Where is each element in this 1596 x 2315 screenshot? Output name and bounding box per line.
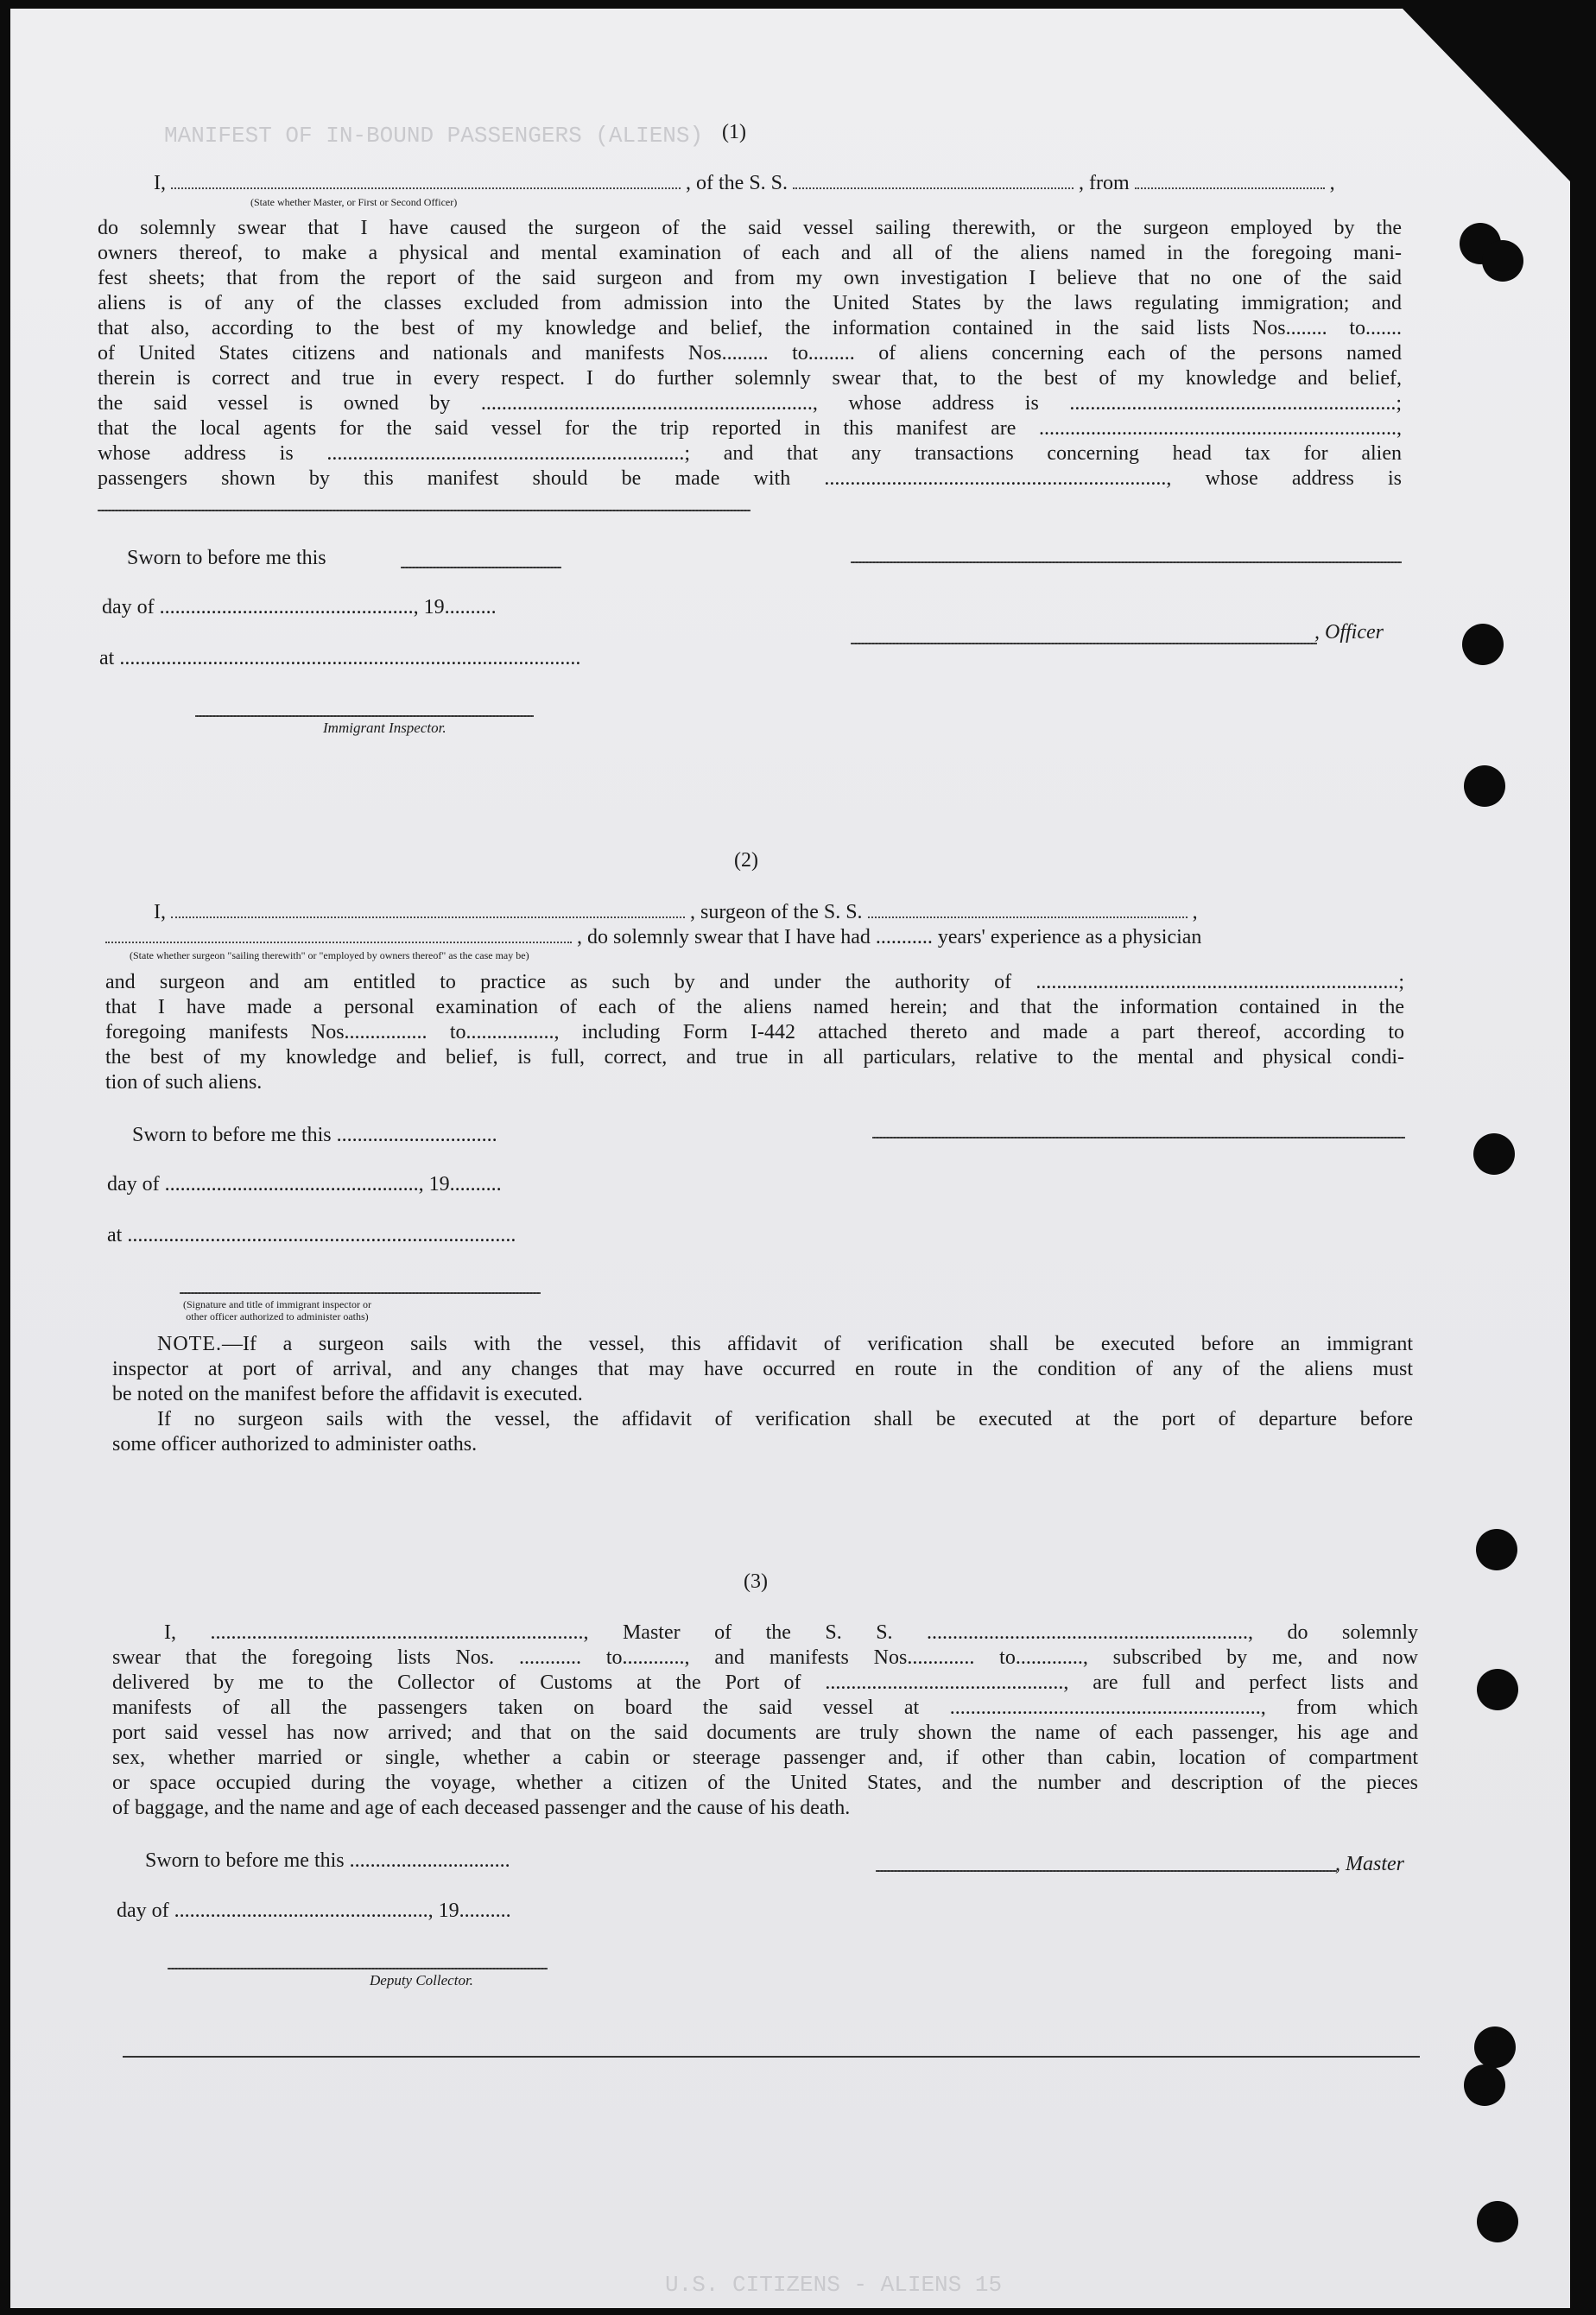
text-line: owners thereof, to make a physical and mental examination of each and all of the aliens named in the foregoing mani- [98,242,1402,264]
binder-hole [1473,1133,1515,1175]
day-of-1: day of ................................................., 19.......... [102,596,497,618]
text-line: sex, whether married or single, whether a cabin or steerage passenger and, if other than cabin, location of compartment [112,1747,1418,1769]
section-3-heading: (3) [744,1570,768,1593]
officer-caption: (State whether Master, or First or Second Officer) [250,196,458,208]
text-line: of baggage, and the name and age of each deceased passenger and the cause of his death. [112,1797,851,1819]
master-signature-field[interactable] [876,1870,1337,1872]
text-line: tion of such aliens. [105,1071,263,1094]
surgeon-caption: (State whether surgeon "sailing therewith" or "employed by owners thereof" as the case may be) [130,949,529,961]
text-line: the best of my knowledge and belief, is full, correct, and true in all particulars, relative to the mental and physical condi- [105,1046,1404,1069]
departure-port-field[interactable] [1135,187,1325,189]
years-experience-text: , do solemnly swear that I have had ........... years' experience as a physician [577,926,1202,948]
text-line: do solemnly swear that I have caused the surgeon of the said vessel sailing therewith, or the surgeon employed by the [98,217,1402,239]
sworn-label-3: Sworn to before me this ............................... [145,1849,510,1872]
officer-signature-line-1[interactable] [851,561,1402,563]
officer-signature-field[interactable] [851,643,1317,644]
text-line: that the local agents for the said vessel for the trip reported in this manifest are ....................................................................., [98,417,1402,440]
comma: , [1329,172,1335,194]
oath-2-ss-label: , surgeon of the S. S. [690,901,868,923]
text-line: port said vessel has now arrived; and that on the said documents are truly shown the name of each passenger, his age and [112,1722,1418,1744]
note-block [112,1332,1413,1457]
text-line: the said vessel is owned by ................................................................, whose address is ...............................................................; [98,392,1402,415]
binder-hole [1464,765,1505,807]
text-line: therein is correct and true in every respect. I do further solemnly swear that, to the best of my knowledge and belief, [98,367,1402,390]
bottom-rule [123,2056,1420,2058]
text-line: inspector at port of arrival, and any changes that may have occurred en route in the condition of any of the aliens must [112,1358,1413,1380]
text-line: whose address is .....................................................................; and that any transactions concerning head tax for alien [98,442,1402,465]
collector-signature-line[interactable] [168,1968,548,1969]
binder-hole [1476,1529,1517,1570]
collector-caption: Deputy Collector. [370,1972,473,1988]
day-of-3: day of ................................................., 19.......... [117,1900,511,1922]
surgeon-vessel-field[interactable] [868,916,1188,918]
signature-caption: (Signature and title of immigrant inspector or other officer authorized to administer oaths) [183,1298,371,1322]
vessel-name-field[interactable] [793,187,1074,189]
oath-2-i: I, [154,901,171,923]
inspector-signature-line-2[interactable] [180,1292,541,1294]
text-line: some officer authorized to administer oaths. [112,1433,478,1456]
oath-1-from-label: , from [1079,172,1135,194]
text-line: of United States citizens and nationals and manifests Nos......... to......... of aliens concerning each of the persons named [98,342,1402,365]
continuation-line[interactable] [98,510,750,511]
bleed-through-header: MANIFEST OF IN-BOUND PASSENGERS (ALIENS) [164,123,704,149]
note-first-line [112,1332,1413,1357]
oath-1-body [98,216,1402,492]
text-line: —If a surgeon sails with the vessel, this affidavit of verification shall be executed before an immigrant [221,1333,1413,1355]
inspector-caption: Immigrant Inspector. [323,720,446,736]
officer-name-field[interactable] [171,187,681,189]
text-line: I, ........................................................................, Master of the S. S. .............................................................., do solemnly [164,1621,1418,1644]
comma: , [1192,901,1198,923]
text-line: swear that the foregoing lists Nos. ............ to............, and manifests Nos............. to............., subscribed by me, and now [112,1646,1418,1669]
text-line: manifests of all the passengers taken on board the said vessel at ............................................................, from which [112,1697,1418,1719]
at-1: at ......................................................................................... [99,647,581,669]
text-line: passengers shown by this manifest should be made with .................................................................., whose address is [98,467,1402,490]
note-label: NOTE. [157,1333,222,1355]
master-label: , Master [1335,1853,1404,1875]
text-line: be noted on the manifest before the affidavit is executed. [112,1383,583,1405]
text-line: and surgeon and am entitled to practice as such by and under the authority of ......................................................................; [105,971,1404,993]
binder-hole [1477,2201,1518,2242]
text-line: delivered by me to the Collector of Customs at the Port of .............................................., are full and perfect lists and [112,1671,1418,1694]
binder-hole [1474,2026,1516,2068]
binder-hole [1462,624,1504,665]
bleed-through-footer: U.S. CITIZENS - ALIENS 15 [665,2272,1003,2298]
oath-1-i: I, [154,172,171,194]
section-1-heading: (1) [722,121,746,143]
inspector-signature-line[interactable] [195,715,534,717]
sworn-date-field-1[interactable] [401,567,561,568]
oath-1-first-line [154,171,1397,195]
text-line: or space occupied during the voyage, whether a citizen of the United States, and the number and description of the pieces [112,1772,1418,1794]
surgeon-name-field[interactable] [171,916,685,918]
binder-hole [1477,1669,1518,1710]
day-of-2: day of ................................................., 19.......... [107,1173,502,1196]
oath-3-body [112,1620,1418,1821]
oath-2-second-line [105,925,1404,949]
sworn-label-1: Sworn to before me this [127,547,326,569]
oath-2-body [105,970,1404,1095]
text-line: If no surgeon sails with the vessel, the affidavit of verification shall be executed at the port of departure before [157,1408,1413,1430]
binder-hole [1482,240,1523,282]
surgeon-signature-line[interactable] [872,1137,1405,1138]
at-2: at ........................................................................... [107,1224,516,1246]
officer-label: , Officer [1314,621,1384,644]
text-line: aliens is of any of the classes excluded from admission into the United States by the laws regulating immigration; and [98,292,1402,314]
oath-1-ss-label: , of the S. S. [686,172,794,194]
sworn-label-2: Sworn to before me this ............................... [132,1124,497,1146]
oath-2-first-line [154,900,1404,924]
text-line: foregoing manifests Nos................ to................., including Form I-442 attached thereto and made a part thereof, according to [105,1021,1404,1043]
text-line: that also, according to the best of my knowledge and belief, the information contained in the said lists Nos........ to....... [98,317,1402,339]
text-line: that I have made a personal examination of each of the aliens named herein; and that the information contained in the [105,996,1404,1018]
section-2-heading: (2) [734,849,758,872]
binder-hole [1464,2064,1505,2106]
text-line: fest sheets; that from the report of the said surgeon and from my own investigation I believe that no one of the said [98,267,1402,289]
surgeon-status-field[interactable] [105,942,572,943]
